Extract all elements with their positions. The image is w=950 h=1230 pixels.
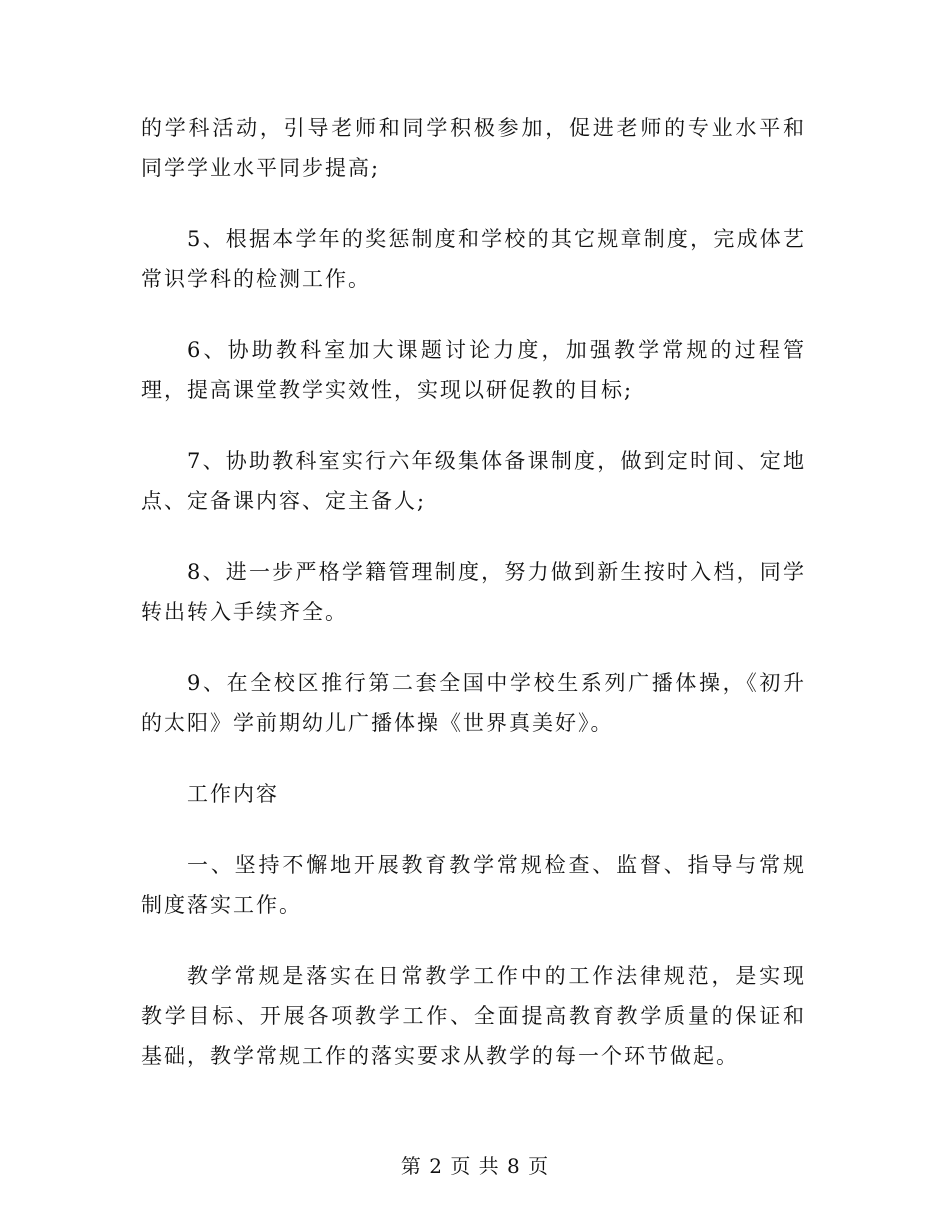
paragraph-item-5: 5、根据本学年的奖惩制度和学校的其它规章制度，完成体艺常识学科的检测工作。 — [141, 227, 806, 291]
section-heading: 工作内容 — [187, 782, 279, 806]
paragraph-body: 教学常规是落实在日常教学工作中的工作法律规范，是实现教学目标、开展各项教学工作、全面提高教育教学质量的保证和基础，教学常规工作的落实要求从教学的每一个环节做起。 — [141, 964, 806, 1068]
paragraph-item-6: 6、协助教科室加大课题讨论力度，加强教学常规的过程管理，提高课堂教学实效性，实现以研促教的目标; — [141, 338, 806, 402]
paragraph-item-9: 9、在全校区推行第二套全国中学校生系列广播体操，《初升的太阳》学前期幼儿广播体操《世界真美好》。 — [141, 671, 806, 735]
page-footer: 第 2 页 共 8 页 — [400, 1154, 550, 1178]
subsection-heading: 一、坚持不懈地开展教育教学常规检查、监督、指导与常规制度落实工作。 — [141, 853, 806, 917]
document-body — [141, 108, 806, 1107]
paragraph-item-8: 8、进一步严格学籍管理制度，努力做到新生按时入档，同学转出转入手续齐全。 — [141, 560, 806, 624]
paragraph-continuation: 的学科活动，引导老师和同学积极参加，促进老师的专业水平和同学学业水平同步提高; — [141, 116, 806, 180]
paragraph-item-7: 7、协助教科室实行六年级集体备课制度，做到定时间、定地点、定备课内容、定主备人; — [141, 449, 806, 513]
